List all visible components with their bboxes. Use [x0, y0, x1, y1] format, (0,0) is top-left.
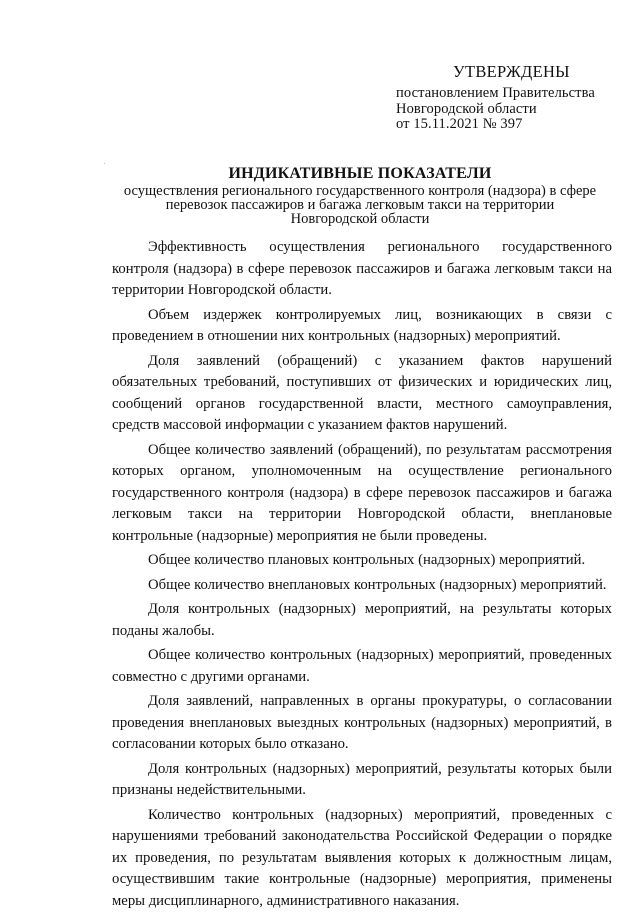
document-body: [112, 237, 612, 912]
paragraph-invalidated-share: Доля контрольных (надзорных) мероприятий, результаты которых были признаны недействительными.: [112, 759, 612, 802]
paragraph-efficiency: Эффективность осуществления регионального государственного контроля (надзора) в сфере перевозок пассажиров и багажа легковым такси на территории Новгородской области.: [112, 237, 612, 302]
paragraph-prosecutor-refusals: Доля заявлений, направленных в органы прокуратуры, о согласовании проведения внеплановых выездных контрольных (надзорных) мероприятий, в согласовании которых было отказано.: [112, 691, 612, 756]
approval-title: УТВЕРЖДЕНЫ: [453, 62, 626, 82]
paragraph-share-of-complaints: Доля заявлений (обращений) с указанием фактов нарушений обязательных требований, поступивших от физических и юридических лиц, сообщений органов государственной власти, местного самоуправления, средств массовой информации с указанием фактов нарушений.: [112, 351, 612, 437]
document-heading: [100, 164, 620, 226]
approval-line-1: постановлением Правительства: [396, 86, 626, 102]
document-subtitle-line-1: осуществления регионального государственного контроля (надзора) в сфере: [100, 184, 620, 198]
paragraph-total-applications: Общее количество заявлений (обращений), по результатам рассмотрения которых органом, уполномоченным на осуществление регионального государственного контроля (надзора) в сфере перевозок пассажиров и багажа легковым такси на территории Новгородской области, внеплановые контрольные (надзорные) мероприятия не были проведены.: [112, 440, 612, 548]
paragraph-violations-count: Количество контрольных (надзорных) мероприятий, проведенных с нарушениями требований законодательства Российской Федерации о порядке их проведения, по результатам выявления которых к должностным лицам, осуществившим такие контрольные (надзорные) мероприятия, применены меры дисциплинарного, административного наказания.: [112, 805, 612, 912]
document-subtitle-line-3: Новгородской области: [100, 212, 620, 226]
approval-line-2: Новгородской области: [396, 102, 626, 118]
paragraph-joint-count: Общее количество контрольных (надзорных) мероприятий, проведенных совместно с другими органами.: [112, 645, 612, 688]
paragraph-planned-count: Общее количество плановых контрольных (надзорных) мероприятий.: [112, 550, 612, 572]
paragraph-unplanned-count: Общее количество внеплановых контрольных (надзорных) мероприятий.: [112, 575, 612, 597]
document-title: ИНДИКАТИВНЫЕ ПОКАЗАТЕЛИ: [100, 164, 620, 184]
document-subtitle-line-2: перевозок пассажиров и багажа легковым такси на территории: [100, 198, 620, 212]
approval-stamp-block: [396, 62, 626, 133]
approval-line-3: от 15.11.2021 № 397: [396, 117, 626, 133]
paragraph-costs: Объем издержек контролируемых лиц, возникающих в связи с проведением в отношении них контрольных (надзорных) мероприятий.: [112, 305, 612, 348]
paragraph-appealed-share: Доля контрольных (надзорных) мероприятий, на результаты которых поданы жалобы.: [112, 599, 612, 642]
